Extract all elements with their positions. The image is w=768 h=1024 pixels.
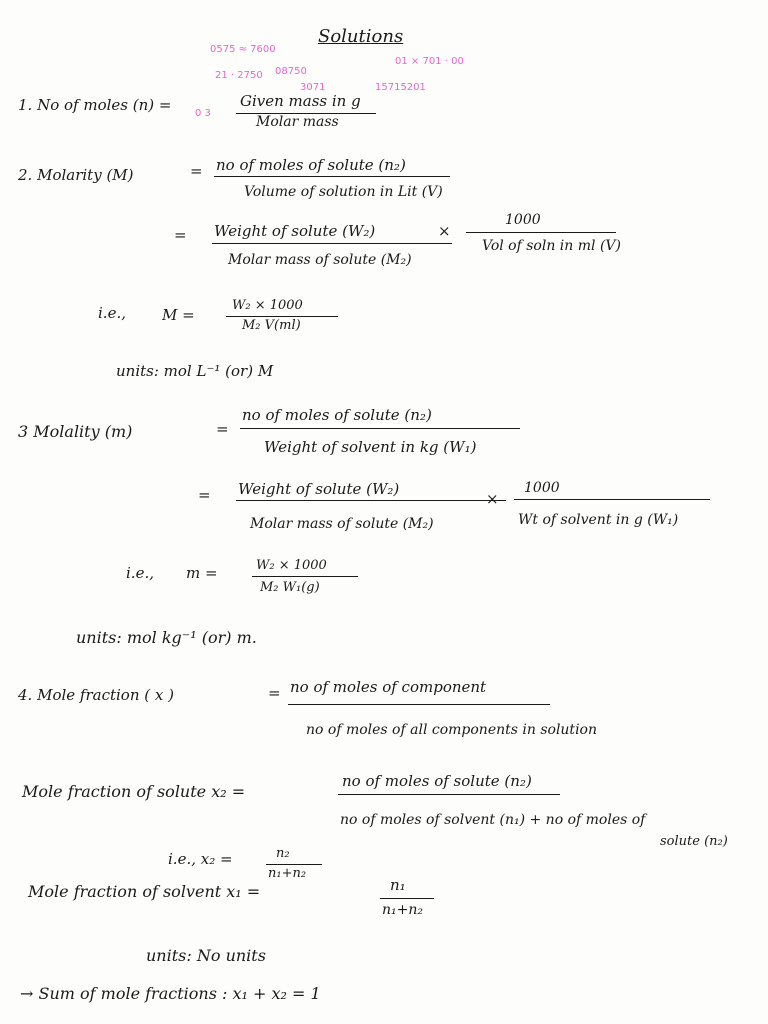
page-title: Solutions <box>318 26 404 47</box>
molality-f1-numerator: no of moles of solute (n₂) <box>242 406 432 424</box>
bleed-mark: 01 × 701 · 00 <box>395 56 464 67</box>
equals-sign: = <box>198 486 211 504</box>
molarity-symbol: M = <box>162 306 195 324</box>
ie-label: i.e., <box>126 564 154 582</box>
bleed-mark: 15715201 <box>375 82 426 93</box>
bleed-mark: 08750 <box>275 66 307 77</box>
fraction-bar <box>266 864 322 865</box>
mole-fraction-numerator: no of moles of component <box>290 678 487 696</box>
fraction-bar <box>288 704 550 705</box>
fraction-bar <box>240 428 520 429</box>
times-sign: × <box>486 490 499 508</box>
moles-denominator: Molar mass <box>256 114 339 130</box>
fraction-bar <box>214 176 450 177</box>
fraction-bar <box>514 499 710 500</box>
molarity-f1-denominator: Volume of solution in Lit (V) <box>244 184 443 200</box>
equals-sign: = <box>216 420 229 438</box>
bleed-mark: 3071 <box>300 82 326 93</box>
fraction-bar <box>226 316 338 317</box>
solvent-fraction-numerator: n₁ <box>390 876 406 894</box>
molarity-f3-numerator: 1000 <box>505 212 541 228</box>
molality-result-numerator: W₂ × 1000 <box>256 558 327 573</box>
moles-numerator: Given mass in g <box>240 92 361 110</box>
molarity-units: units: mol L⁻¹ (or) M <box>116 362 274 380</box>
molarity-label: 2. Molarity (M) <box>18 166 134 184</box>
ie-denominator: n₁+n₂ <box>268 866 307 881</box>
solute-fraction-numerator: no of moles of solute (n₂) <box>342 772 532 790</box>
equals-sign: = <box>268 684 281 702</box>
solvent-fraction-denominator: n₁+n₂ <box>382 902 423 918</box>
molality-symbol: m = <box>186 564 218 582</box>
ie-numerator: n₂ <box>276 846 290 861</box>
fraction-bar <box>380 898 434 899</box>
sum-of-mole-fractions: → Sum of mole fractions : x₁ + x₂ = 1 <box>20 984 321 1003</box>
molality-f3-denominator: Wt of solvent in g (W₁) <box>518 512 679 528</box>
molality-f2-denominator: Molar mass of solute (M₂) <box>250 516 434 532</box>
molarity-result-numerator: W₂ × 1000 <box>232 298 303 313</box>
molality-units: units: mol kg⁻¹ (or) m. <box>76 628 257 647</box>
fraction-bar <box>212 243 452 244</box>
solute-fraction-denominator: no of moles of solvent (n₁) + no of moles of <box>340 812 646 828</box>
equals-sign: = <box>174 226 187 244</box>
molality-f3-numerator: 1000 <box>524 480 560 496</box>
solute-fraction-label: Mole fraction of solute x₂ = <box>22 782 246 801</box>
fraction-bar <box>338 794 560 795</box>
fraction-bar <box>466 232 616 233</box>
mole-fraction-label: 4. Mole fraction ( x ) <box>18 686 174 704</box>
solvent-fraction-label: Mole fraction of solvent x₁ = <box>28 882 261 901</box>
ie-label: i.e., <box>98 304 126 322</box>
molality-f2-numerator: Weight of solute (W₂) <box>238 480 400 498</box>
solute-fraction-denominator-cont: solute (n₂) <box>660 834 728 849</box>
molarity-f3-denominator: Vol of soln in ml (V) <box>482 238 621 254</box>
bleed-mark: 21 · 2750 <box>215 70 263 81</box>
bleed-mark: 0575 ≈ 7600 <box>210 44 276 55</box>
molarity-f2-denominator: Molar mass of solute (M₂) <box>228 252 412 268</box>
equals-sign: = <box>190 162 203 180</box>
times-sign: × <box>438 222 451 240</box>
molarity-result-denominator: M₂ V(ml) <box>242 318 301 333</box>
molarity-f1-numerator: no of moles of solute (n₂) <box>216 156 406 174</box>
molality-result-denominator: M₂ W₁(g) <box>260 580 320 595</box>
molality-f1-denominator: Weight of solvent in kg (W₁) <box>264 438 477 456</box>
ie-solute-fraction: i.e., x₂ = <box>168 850 233 868</box>
fraction-bar <box>252 576 358 577</box>
moles-label: 1. No of moles (n) = <box>18 96 172 114</box>
mole-fraction-denominator: no of moles of all components in solution <box>306 722 597 738</box>
fraction-bar <box>236 500 506 501</box>
mole-fraction-units: units: No units <box>146 946 266 965</box>
bleed-mark: 0 3 <box>195 108 211 119</box>
molality-label: 3 Molality (m) <box>18 422 133 441</box>
molarity-f2-numerator: Weight of solute (W₂) <box>214 222 376 240</box>
